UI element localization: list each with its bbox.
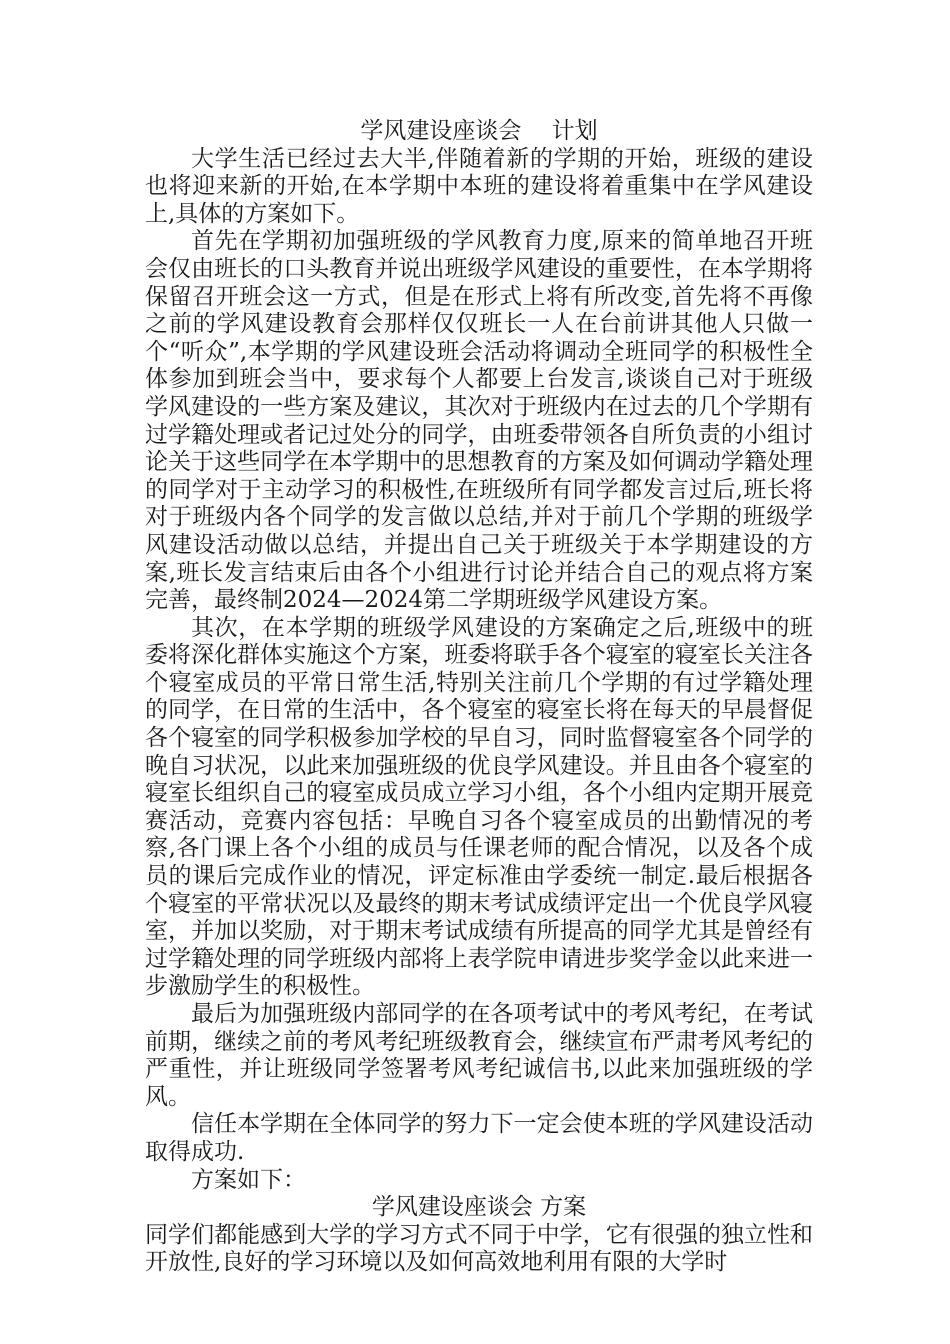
- paragraph-second-measure: 其次，在本学期的班级学风建设的方案确定之后,班级中的班委将深化群体实施这个方案，班委将联手各个寝室的寝室长关注各个寝室成员的平常日常生活,特别关注前几个学期的有过学籍处理的同学，在日常的生活中，各个寝室的寝室长将在每天的早晨督促各个寝室的同学积极参加学校的早自习，同时监督寝室各个同学的晚自习状况，以此来加强班级的优良学风建设。并且由各个寝室的寝室长组织自己的寝室成员成立学习小组，各个小组内定期开展竞赛活动，竞赛内容包括：早晚自习各个寝室成员的出勤情况的考察,各门课上各个小组的成员与任课老师的配合情况，以及各个成员的课后完成作业的情况，评定标准由学委统一制定.最后根据各个寝室的平常状况以及最终的期末考试成绩评定出一个优良学风寝室，并加以奖励，对于期末考试成绩有所提高的同学尤其是曾经有过学籍处理的同学班级内部将上表学院申请进步奖学金以此来进一步激励学生的积极性。: [145, 614, 813, 1000]
- paragraph-final-measure: 最后为加强班级内部同学的在各项考试中的考风考纪，在考试前期，继续之前的考风考纪班级教育会，继续宣布严肃考风考纪的严重性，并让班级同学签署考风考纪诚信书,以此来加强班级的学风。: [145, 1001, 813, 1110]
- document-title: 学风建设座谈会 计划: [360, 118, 598, 144]
- paragraph-plan-intro: 方案如下：: [191, 1166, 306, 1193]
- paragraph-first-measure: 首先在学期初加强班级的学风教育力度,原来的简单地召开班会仅由班长的口头教育并说出班级学风建设的重要性，在本学期将保留召开班会这一方式，但是在形式上将有所改变,首先将不再像之前的学风建设教育会那样仅仅班长一人在台前讲其他人只做一个“听众”,本学期的学风建设班会活动将调动全班同学的积极性全体参加到班会当中，要求每个人都要上台发言,谈谈自己对于班级学风建设的一些方案及建议，其次对于班级内在过去的几个学期有过学籍处理或者记过处分的同学，由班委带领各自所负责的小组讨论关于这些同学在本学期中的思想教育的方案及如何调动学籍处理的同学对于主动学习的积极性,在班级所有同学都发言过后,班长将对于班级内各个同学的发言做以总结,并对于前几个学期的班级学风建设活动做以总结，并提出自己关于班级关于本学期建设的方案,班长发言结束后由各个小组进行讨论并结合自己的观点将方案完善，最终制2024—2024第二学期班级学风建设方案。: [145, 228, 813, 614]
- paragraph-closing: 信任本学期在全体同学的努力下一定会使本班的学风建设活动取得成功.: [145, 1111, 813, 1165]
- paragraph-intro: 大学生活已经过去大半,伴随着新的学期的开始，班级的建设也将迎来新的开始,在本学期中本班的建设将着重集中在学风建设上,具体的方案如下。: [145, 145, 813, 227]
- section-title: 学风建设座谈会 方案: [371, 1194, 587, 1221]
- paragraph-plan-body: 同学们都能感到大学的学习方式不同于中学，它有很强的独立性和开放性,良好的学习环境以及如何高效地利用有限的大学时: [145, 1221, 813, 1276]
- document-page: [145, 118, 813, 1277]
